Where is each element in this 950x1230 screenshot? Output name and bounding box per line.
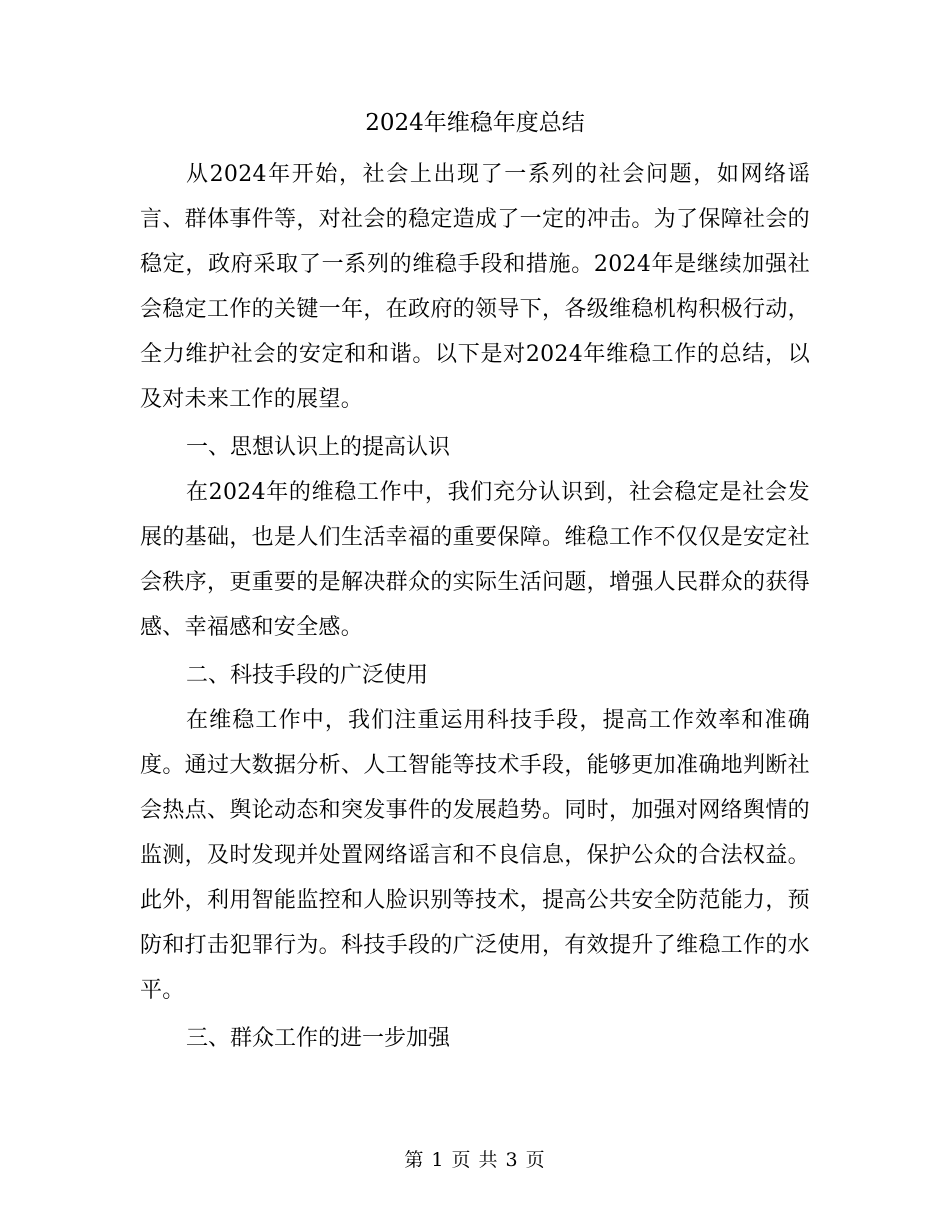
section-heading-1: 一、思想认识上的提高认识 <box>186 435 451 460</box>
document-title: 2024年维稳年度总结 <box>365 110 585 136</box>
section-heading-2: 二、科技手段的广泛使用 <box>186 663 429 688</box>
paragraph-section-2: 在维稳工作中，我们注重运用科技手段，提高工作效率和准确度。通过大数据分析、人工智能等技术手段，能够更加准确地判断社会热点、舆论动态和突发事件的发展趋势。同时，加强对网络舆情的监测，及时发现并处置网络谣言和不良信息，保护公众的合法权益。此外，利用智能监控和人脸识别等技术，提高公共安全防范能力，预防和打击犯罪行为。科技手段的广泛使用，有效提升了维稳工作的水平。 <box>140 708 810 1003</box>
document-body <box>140 152 810 1061</box>
section-heading-3: 三、群众工作的进一步加强 <box>186 1026 451 1051</box>
paragraph-section-1: 在2024年的维稳工作中，我们充分认识到，社会稳定是社会发展的基础，也是人们生活幸福的重要保障。维稳工作不仅仅是安定社会秩序，更重要的是解决群众的实际生活问题，增强人民群众的获得感、幸福感和安全感。 <box>140 480 810 640</box>
page-number-footer: 第 1 页 共 3 页 <box>404 1149 546 1171</box>
paragraph-intro: 从2024年开始，社会上出现了一系列的社会问题，如网络谣言、群体事件等，对社会的稳定造成了一定的冲击。为了保障社会的稳定，政府采取了一系列的维稳手段和措施。2024年是继续加强社会稳定工作的关键一年，在政府的领导下，各级维稳机构积极行动，全力维护社会的安定和和谐。以下是对2024年维稳工作的总结，以及对未来工作的展望。 <box>140 162 810 412</box>
